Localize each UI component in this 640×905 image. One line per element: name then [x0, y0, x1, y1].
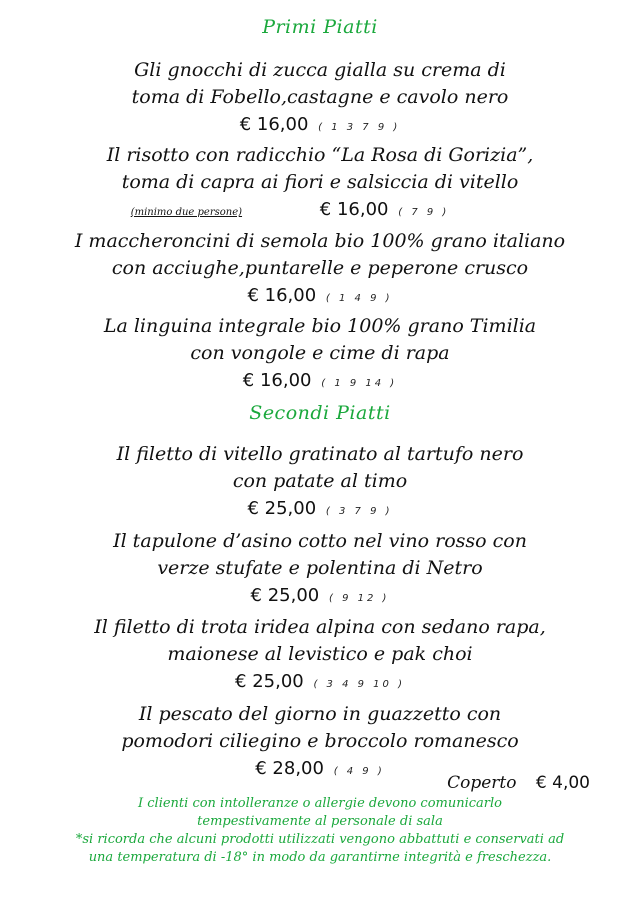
notice-line: tempestivamente al personale di sala — [197, 814, 443, 829]
dish-description-line: La linguina integrale bio 100% grano Timilia — [103, 315, 537, 337]
notice-line: *si ricorda che alcuni prodotti utilizzati vengono abbattuti e conservati ad — [75, 832, 565, 847]
minimum-persons-note: (minimo due persone) — [130, 207, 243, 218]
dish-description-line: con acciughe,puntarelle e peperone crusco — [111, 257, 529, 279]
cover-charge — [447, 773, 590, 793]
price-row — [0, 495, 640, 525]
dish-description-line: Il pescato del giorno in guazzetto con — [138, 703, 502, 725]
dish-description-line: Il filetto di vitello gratinato al tartufo nero — [116, 443, 524, 465]
dish-price: € 16,00 — [247, 285, 317, 306]
cover-charge-price: € 4,00 — [535, 773, 590, 793]
allergen-codes: ( 1 4 9 ) — [325, 293, 393, 304]
price-row — [0, 196, 640, 226]
dish-price: € 28,00 — [255, 758, 324, 779]
dish-description-line: verze stufate e polentina di Netro — [157, 557, 483, 579]
dish-item — [0, 614, 640, 698]
allergen-codes: ( 9 12 ) — [329, 593, 390, 604]
dish-description-line: Il tapulone d’asino cotto nel vino rosso con — [113, 530, 527, 552]
dish-description-line: con vongole e cime di rapa — [190, 342, 450, 364]
dish-item — [0, 57, 640, 141]
dish-description-line: toma di Fobello,castagne e cavolo nero — [131, 86, 509, 108]
price-row — [0, 111, 640, 141]
allergen-codes: ( 3 4 9 10 ) — [313, 679, 405, 690]
notice-line: una temperatura di -18° in modo da garantirne integrità e freschezza. — [88, 850, 552, 865]
price-row — [0, 668, 640, 698]
allergen-codes: ( 7 9 ) — [398, 207, 450, 218]
allergen-codes: ( 1 3 7 9 ) — [318, 122, 401, 133]
section-title-primi: Primi Piatti — [262, 16, 378, 38]
dish-description-line: toma di capra ai fiori e salsiccia di vitello — [121, 171, 519, 193]
dish-description-line: maionese al levistico e pak choi — [167, 643, 473, 665]
dish-price: € 25,00 — [250, 585, 320, 606]
allergen-codes: ( 1 9 14 ) — [321, 378, 398, 389]
dish-item — [0, 528, 640, 612]
allergen-codes: ( 3 7 9 ) — [325, 506, 393, 517]
dish-item — [0, 313, 640, 397]
price-row — [0, 282, 640, 312]
dish-description-line: con patate al timo — [232, 470, 408, 492]
price-row — [0, 582, 640, 612]
price-row — [0, 367, 640, 397]
notice-line: I clienti con intolleranze o allergie devono comunicarlo — [138, 796, 502, 811]
dish-description-line: Il filetto di trota iridea alpina con sedano rapa, — [94, 616, 546, 638]
dish-price: € 16,00 — [239, 114, 309, 135]
section-title-secondi: Secondi Piatti — [249, 402, 391, 424]
dish-price: € 16,00 — [242, 370, 312, 391]
dish-price: € 25,00 — [235, 671, 304, 692]
dish-item — [0, 228, 640, 312]
dish-description-line: pomodori ciliegino e broccolo romanesco — [121, 730, 519, 752]
dish-item — [0, 142, 640, 226]
cover-charge-label: Coperto — [447, 773, 517, 793]
dish-price: € 25,00 — [247, 498, 317, 519]
dish-price: € 16,00 — [319, 199, 389, 220]
dish-description-line: I maccheroncini di semola bio 100% grano italiano — [74, 230, 566, 252]
dish-item — [0, 441, 640, 525]
dish-description-line: Gli gnocchi di zucca gialla su crema di — [134, 59, 506, 81]
dish-description-line: Il risotto con radicchio “La Rosa di Gorizia”, — [106, 144, 534, 166]
allergy-notice — [0, 795, 640, 867]
allergen-codes: ( 4 9 ) — [333, 766, 385, 777]
